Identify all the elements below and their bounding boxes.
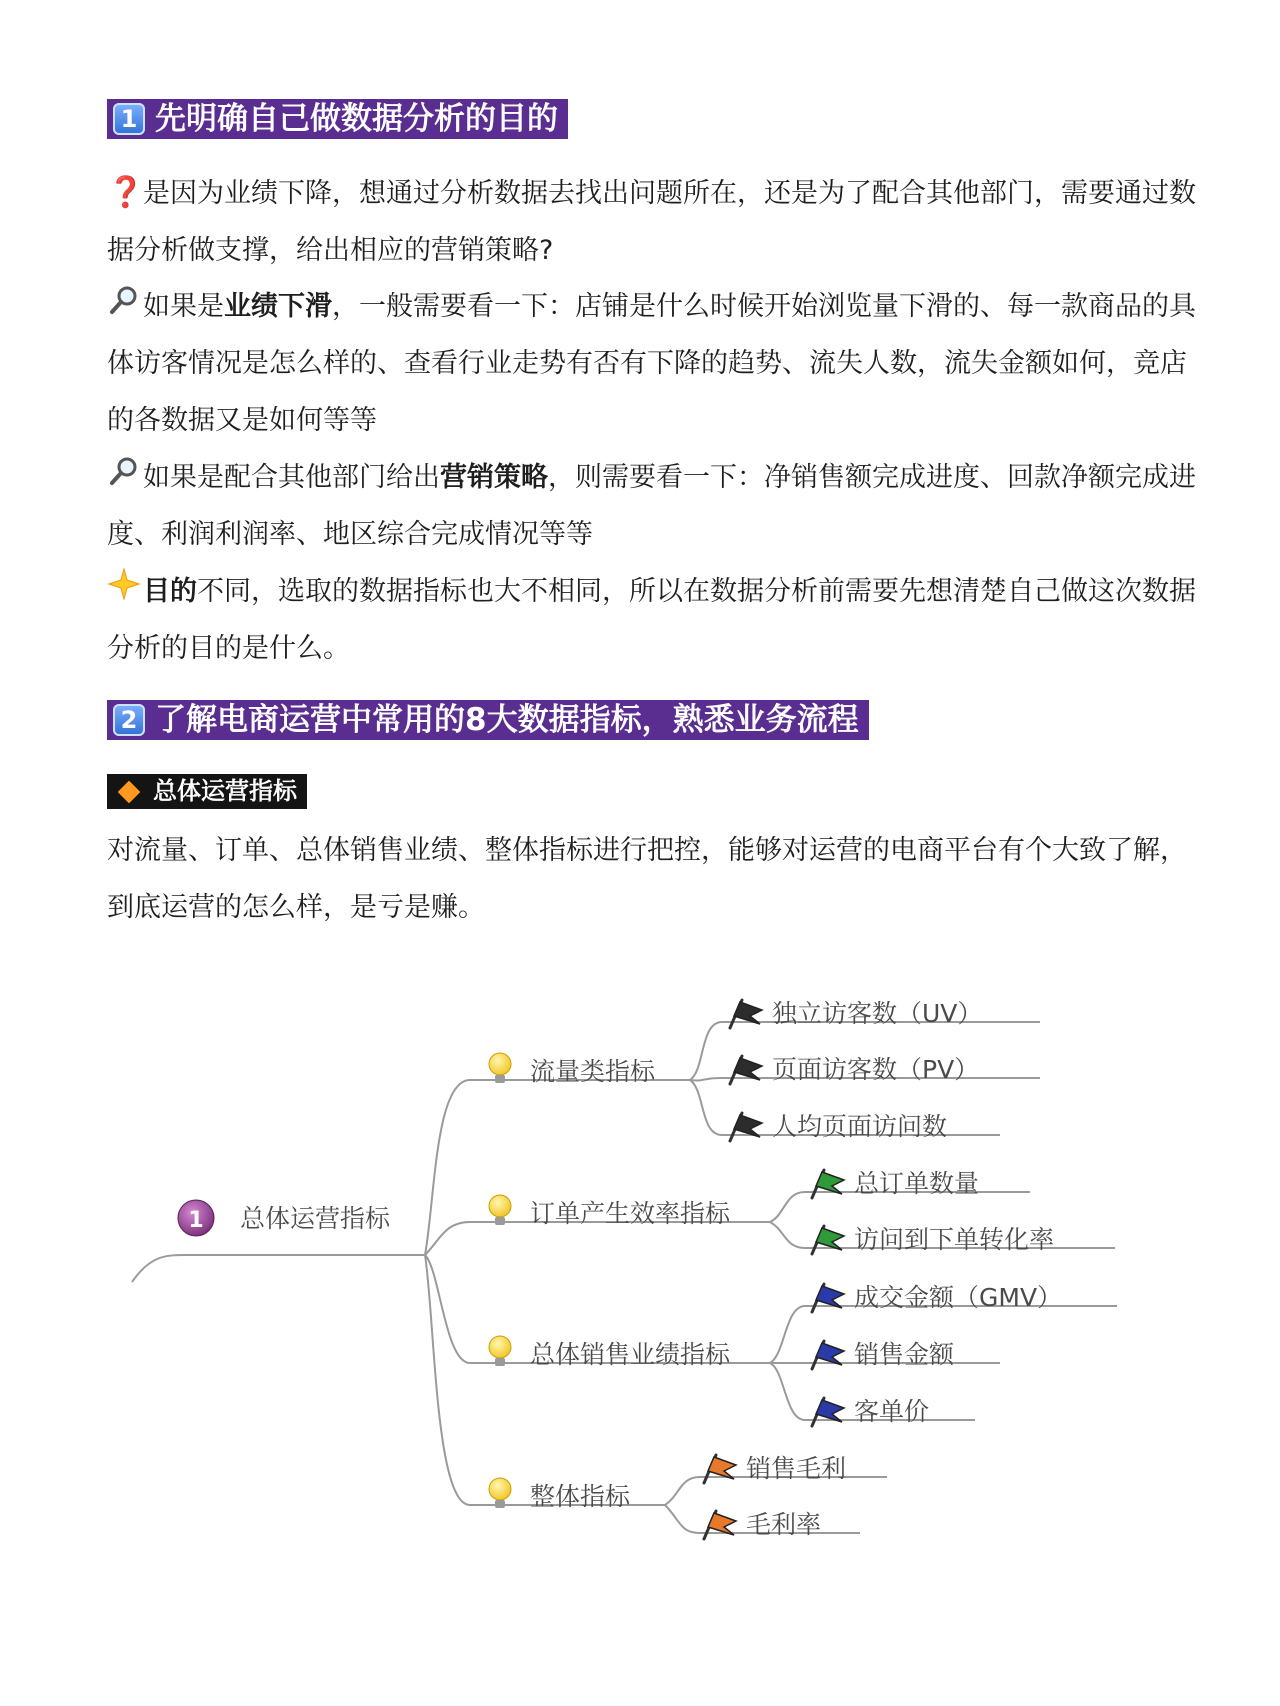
branch-label: 总体销售业绩指标 (530, 1340, 731, 1369)
mindmap-branch (489, 1454, 846, 1539)
mindmap-leaf (812, 1397, 929, 1426)
magnifier-icon (107, 278, 141, 335)
flag-icon (812, 1226, 844, 1254)
lightbulb-icon (489, 1478, 511, 1508)
mindmap-leaf (704, 1454, 846, 1483)
section-2-title-text: 了解电商运营中常用的8大数据指标，熟悉业务流程 (155, 702, 859, 738)
leaf-label: 人均页面访问数 (772, 1112, 948, 1141)
mindmap-leaf (812, 1340, 955, 1369)
flag-icon (812, 1341, 844, 1369)
leaf-label: 成交金额（GMV） (854, 1283, 1063, 1312)
question-mark-icon: ❓ (107, 175, 145, 210)
flag-icon (730, 1000, 762, 1028)
paragraph-performance-decline: 如果是业绩下滑，一般需要看一下：店铺是什么时候开始浏览量下滑的、每一款商品的具体访客情况是怎么样的、查看行业走势有否有下降的趋势、流失人数，流失金额如何，竞店的各数据又是如何等等 (107, 278, 1199, 449)
flag-icon (812, 1284, 844, 1312)
paragraph-purpose-summary: 目的不同，选取的数据指标也大不相同，所以在数据分析前需要先想清楚自己做这次数据分析的目的是什么。 (107, 563, 1199, 677)
leaf-label: 独立访客数（UV） (772, 999, 983, 1028)
section-2-title (107, 700, 869, 740)
magnifier-icon (107, 449, 141, 506)
paragraph-purpose-question: ❓是因为业绩下降，想通过分析数据去找出问题所在，还是为了配合其他部门，需要通过数据分析做支撑，给出相应的营销策略? (107, 164, 1199, 279)
leaf-label: 毛利率 (746, 1510, 822, 1539)
section-1-title-text: 先明确自己做数据分析的目的 (155, 101, 558, 137)
section-1-title (107, 99, 568, 139)
mindmap-leaf (730, 1055, 979, 1084)
mindmap-leaf (730, 1112, 947, 1141)
flag-icon (730, 1056, 762, 1084)
mindmap-leaf (812, 1169, 979, 1198)
mindmap-leaf (730, 999, 982, 1028)
subsection-title-text: 总体运营指标 (153, 777, 297, 805)
number-2-badge: 2 (113, 704, 145, 736)
number-1-badge: 1 (113, 103, 145, 135)
lightbulb-icon (489, 1336, 511, 1366)
mindmap-leaf (704, 1510, 821, 1539)
mindmap-branch (489, 999, 982, 1141)
mindmap-diagram (0, 960, 1280, 1560)
leaf-label: 访问到下单转化率 (854, 1225, 1055, 1254)
connector-root-overall (425, 1255, 665, 1505)
flag-icon (704, 1511, 736, 1539)
mindmap-connectors (132, 1022, 1117, 1533)
mindmap-branch (489, 1169, 1054, 1254)
flag-icon (812, 1398, 844, 1426)
branch-label: 整体指标 (530, 1482, 631, 1511)
lightbulb-icon (489, 1195, 511, 1225)
mindmap-leaf (812, 1283, 1062, 1312)
sparkle-icon (107, 563, 141, 620)
leaf-label: 总订单数量 (854, 1169, 980, 1198)
leaf-label: 销售金额 (854, 1340, 955, 1369)
root-underline (132, 1255, 425, 1282)
leaf-label: 客单价 (854, 1397, 930, 1426)
root-number: 1 (188, 1208, 204, 1233)
flag-icon (730, 1113, 762, 1141)
flag-icon (812, 1170, 844, 1198)
mindmap-root (178, 1200, 391, 1236)
leaf-label: 页面访客数（PV） (772, 1055, 980, 1084)
subsection-title (107, 774, 307, 809)
leaf-label: 销售毛利 (746, 1454, 847, 1483)
lightbulb-icon (489, 1053, 511, 1083)
mindmap-leaf (812, 1225, 1054, 1254)
orange-diamond-icon (118, 780, 141, 803)
mindmap-branch (489, 1283, 1062, 1426)
connector-root-traffic (425, 1080, 690, 1255)
paragraph-marketing-strategy: 如果是配合其他部门给出营销策略，则需要看一下：净销售额完成进度、回款净额完成进度、利润利润率、地区综合完成情况等等 (107, 449, 1199, 563)
subsection-description: 对流量、订单、总体销售业绩、整体指标进行把控，能够对运营的电商平台有个大致了解，到底运营的怎么样，是亏是赚。 (107, 835, 1187, 923)
branch-label: 订单产生效率指标 (530, 1199, 731, 1228)
flag-icon (704, 1455, 736, 1483)
root-label: 总体运营指标 (240, 1204, 391, 1233)
branch-label: 流量类指标 (530, 1057, 656, 1086)
